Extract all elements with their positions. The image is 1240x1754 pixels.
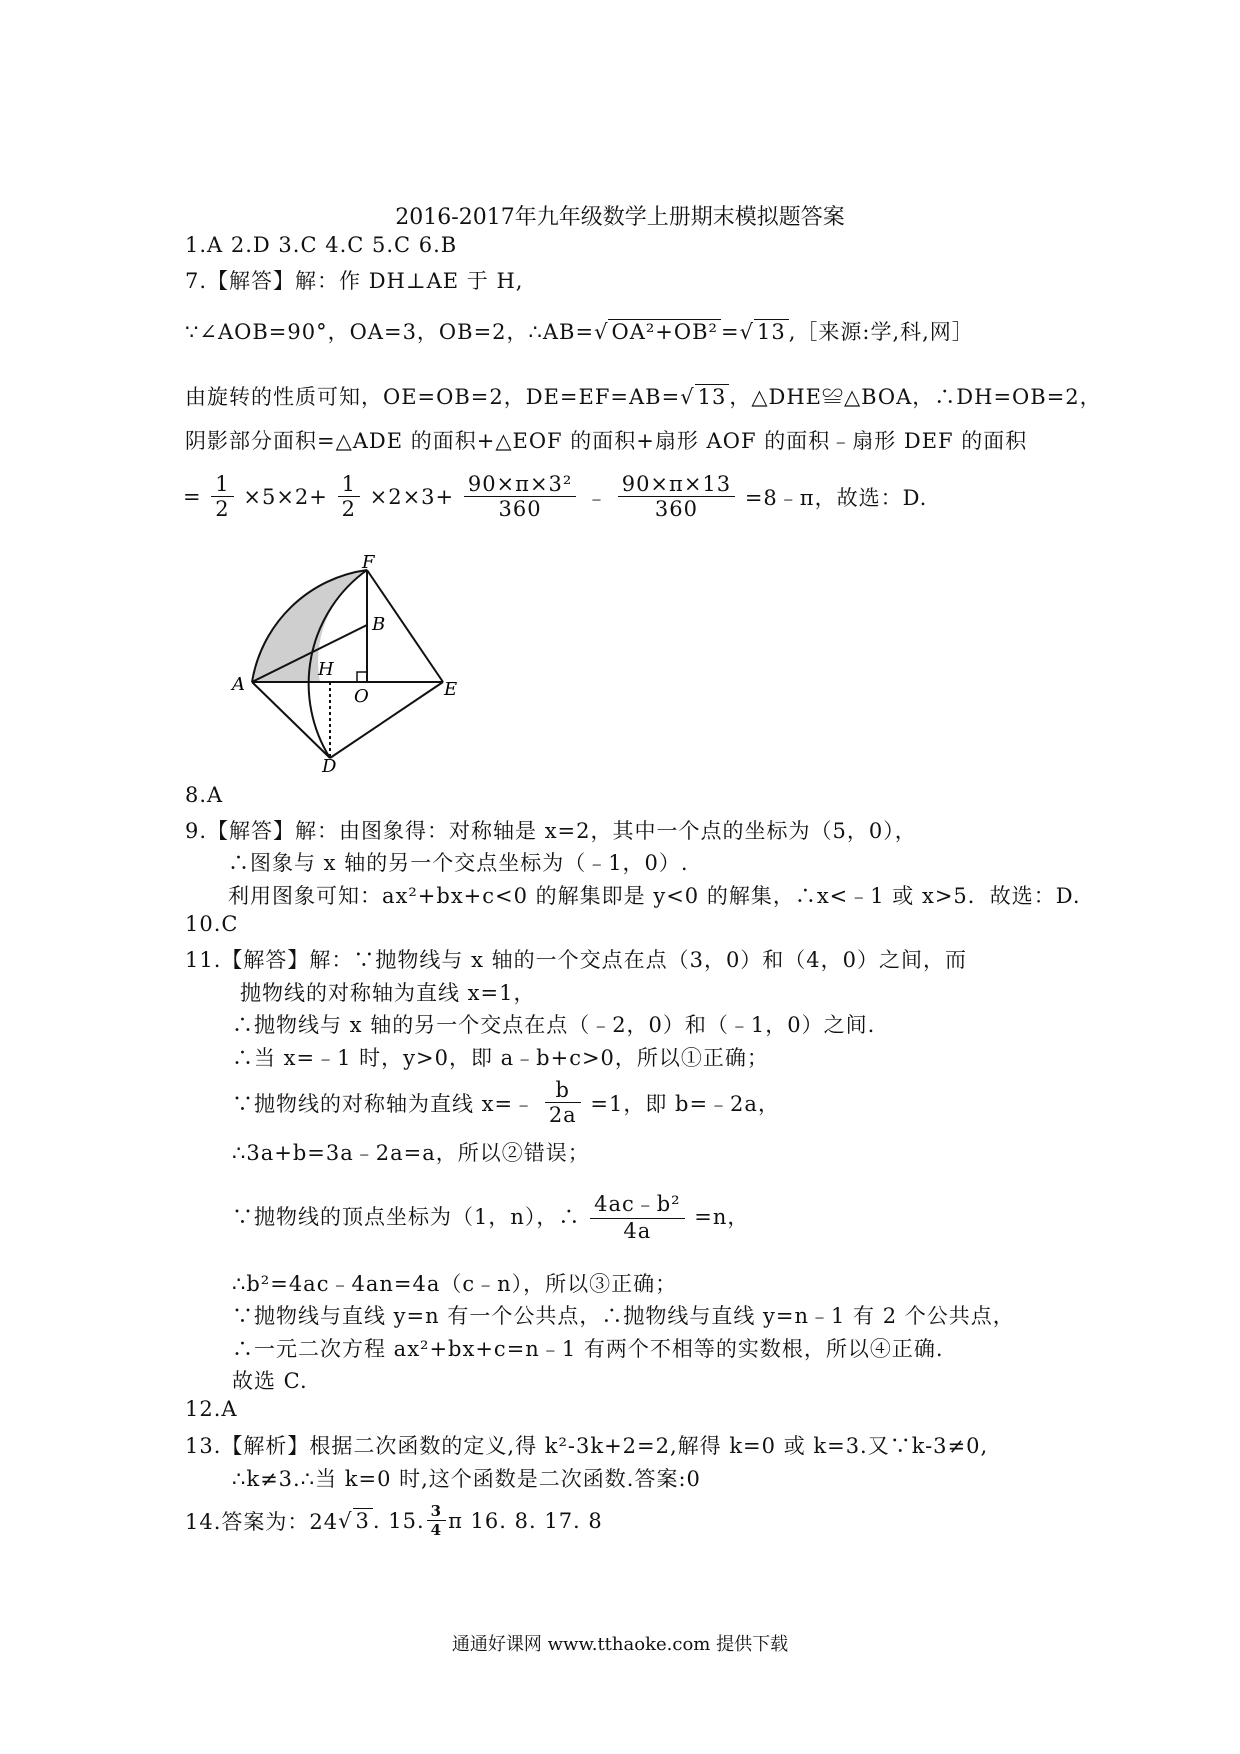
fraction-1-num: 1 — [215, 472, 230, 496]
q11-line8: ∴b²=4ac﹣4an=4a（c﹣n），所以③正确； — [232, 1272, 678, 1296]
q7-line2 — [185, 316, 974, 346]
fraction-1 — [211, 472, 233, 521]
geometry-figure — [228, 555, 468, 775]
label-d: D — [322, 756, 337, 775]
q7-line2-radicand: OA²+OB² — [608, 319, 720, 344]
q12-answer: 12.A — [185, 1397, 238, 1421]
q7-line3 — [185, 381, 1102, 411]
right-angle-mark — [357, 672, 367, 682]
segment-de — [330, 682, 443, 758]
q11-line7-pre: ∵抛物线的顶点坐标为（1，n），∴ — [232, 1204, 581, 1229]
q7-head: 7.【解答】解：作 DH⊥AE 于 H, — [185, 269, 524, 293]
q7-line3-pre: 由旋转的性质可知，OE=OB=2，DE=EF=AB= — [185, 385, 681, 409]
q14-mid: . 15. — [372, 1508, 425, 1533]
fraction-4 — [618, 472, 735, 521]
q11-line7 — [232, 1188, 749, 1243]
fraction-vertex — [590, 1188, 685, 1243]
q11-line3: ∴抛物线与 x 轴的另一个交点在点（﹣2，0）和（﹣1，0）之间. — [232, 1013, 876, 1037]
q9-line2: ∴图象与 x 轴的另一个交点坐标为（﹣1，0）. — [228, 851, 689, 875]
q7-line3-radicand: 13 — [695, 384, 730, 409]
fraction-2-num: 1 — [341, 472, 356, 496]
label-b: B — [372, 614, 386, 635]
q14-line — [185, 1502, 603, 1539]
q11-line7-post: =n， — [694, 1204, 750, 1229]
fraction-15-den: 4 — [427, 1520, 446, 1539]
fraction-2-den: 2 — [338, 496, 360, 521]
q11-line5 — [232, 1078, 780, 1127]
q14-pre: 14.答案为：24 — [185, 1509, 339, 1534]
fraction-3-den: 360 — [464, 496, 577, 521]
q11-line4: ∴当 x=﹣1 时，y>0，即 a﹣b+c>0，所以①正确； — [232, 1046, 769, 1070]
label-o: O — [354, 686, 369, 707]
q11-line9: ∵抛物线与直线 y=n 有一个公共点，∴抛物线与直线 y=n﹣1 有 2 个公共点， — [232, 1304, 1015, 1328]
fraction-15-num: 3 — [430, 1502, 443, 1520]
q11-line5-pre: ∵抛物线的对称轴为直线 x=﹣ — [232, 1091, 536, 1116]
q7-line3-post: ，△DHE≌△BOA，∴DH=OB=2， — [729, 385, 1102, 409]
q8-answer: 8.A — [185, 783, 224, 807]
q7-line2-pre: ∵∠AOB=90°，OA=3，OB=2，∴AB= — [185, 320, 595, 344]
fraction-vertex-num: 4ac﹣b² — [594, 1192, 681, 1216]
q13-line1: 13.【解析】根据二次函数的定义,得 k²-3k+2=2,解得 k=0 或 k=3.又∵k-3≠0, — [185, 1434, 989, 1458]
q9-line3: 利用图象可知：ax²+bx+c<0 的解集即是 y<0 的解集，∴x<﹣1 或 x>5．故选：D. — [228, 884, 1081, 908]
fraction-b-2a-den: 2a — [545, 1102, 581, 1127]
fraction-4-den: 360 — [618, 496, 735, 521]
q14-post: π 16. 8. 17. 8 — [448, 1508, 603, 1533]
sqrt-sign: √ — [338, 1508, 353, 1533]
q7-line4: 阴影部分面积=△ADE 的面积+△EOF 的面积+扇形 AOF 的面积﹣扇形 DEF 的面积 — [185, 429, 1028, 453]
q14-radicand: 3 — [353, 1508, 373, 1533]
page-title: 2016-2017年九年级数学上册期末模拟题答案 — [395, 205, 845, 230]
label-a: A — [232, 674, 245, 695]
formula-minus: ﹣ — [586, 485, 609, 510]
sqrt-sign: √ — [594, 320, 609, 344]
segment-ad — [252, 682, 330, 758]
fraction-1-den: 2 — [211, 496, 233, 521]
q11-line1: 11.【解答】解：∵抛物线与 x 轴的一个交点在点（3，0）和（4，0）之间，而 — [185, 948, 968, 972]
label-e: E — [444, 679, 458, 700]
q11-line6: ∴3a+b=3a﹣2a=a，所以②错误； — [232, 1141, 590, 1165]
q7-formula — [183, 472, 927, 521]
formula-post: =8﹣π，故选：D. — [744, 485, 928, 510]
q7-line2-post: ,［来源:学,科,网］ — [788, 320, 974, 344]
q11-line5-post: =1，即 b=﹣2a， — [590, 1091, 780, 1116]
q7-line2-eq: = — [720, 320, 740, 344]
answers-1-6: 1.A 2.D 3.C 4.C 5.C 6.B — [185, 233, 458, 257]
fraction-3-num: 90×π×3² — [467, 472, 573, 496]
fraction-4-num: 90×π×13 — [621, 472, 732, 496]
q7-line2-radicand2: 13 — [754, 319, 789, 344]
q11-line10: ∴一元二次方程 ax²+bx+c=n﹣1 有两个不相等的实数根，所以④正确. — [232, 1337, 944, 1361]
fraction-15 — [427, 1502, 446, 1539]
fraction-vertex-den: 4a — [590, 1218, 685, 1243]
fraction-b-2a — [545, 1078, 581, 1127]
fraction-b-2a-num: b — [555, 1078, 570, 1102]
footer-source: 通通好课网 www.tthaoke.com 提供下载 — [451, 1634, 789, 1655]
formula-mid1: ×5×2+ — [243, 484, 328, 509]
sqrt-sign: √ — [739, 320, 754, 344]
q10-answer: 10.C — [185, 912, 239, 936]
q13-line2: ∴k≠3.∴当 k=0 时,这个函数是二次函数.答案:0 — [232, 1467, 701, 1491]
q11-line2: 抛物线的对称轴为直线 x=1， — [240, 981, 536, 1005]
q9-line1: 9.【解答】解：由图象得：对称轴是 x=2，其中一个点的坐标为（5，0）， — [185, 819, 917, 843]
fraction-3 — [464, 472, 577, 521]
q11-line11: 故选 C. — [232, 1369, 308, 1393]
label-h: H — [318, 659, 334, 680]
fraction-2 — [338, 472, 360, 521]
label-f: F — [362, 555, 375, 573]
formula-mid2: ×2×3+ — [369, 484, 455, 509]
formula-eq: = — [183, 484, 202, 509]
sqrt-sign: √ — [680, 385, 695, 409]
